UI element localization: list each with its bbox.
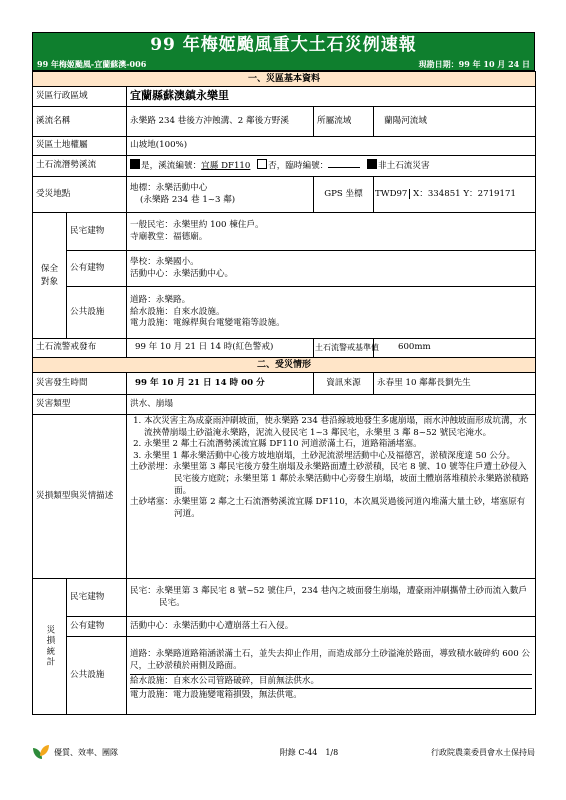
loss-label: 災損統計 [33,579,67,715]
loss-fac-road: 道路：永樂路道路箱涵淤滿土石，並失去抑止作用，而造成部分土砂溢淹於路面，導致積水破碎約 600 公尺，土砂淤積於兩側及路面。 [130,649,532,674]
debris-non-checkbox[interactable] [367,159,377,169]
fac-line3: 電力設施：電線桿與台電變電箱等設施。 [130,318,285,329]
basin-label: 所屬流域 [314,107,374,137]
fac-label: 公共設施 [67,287,127,339]
debris-options [127,156,536,177]
location-value [127,177,314,213]
pub-line2: 活動中心：永樂活動中心。 [130,268,234,279]
type-value: 洪水、崩塌 [127,395,536,415]
desc-item: 1. 本次災害主為成豪雨沖刷坡面，使永樂路 234 巷沿線坡地發生多處崩塌，雨水沖蝕坡面形成坑溝，水流挾帶崩塌土砂溢淹永樂路，泥流入侵民宅 1~3 鄰民宅，永樂里 3 鄰 8~52 號民宅淹水。 [144,416,532,439]
debris-non-label: 非土石流災害 [378,161,430,172]
report-code: 99 年梅姬颱風-宜蘭蘇澳-006 [37,59,147,69]
pub-line1: 學校：永樂國小。 [130,256,199,267]
debris-yes-checkbox[interactable] [130,159,140,169]
fac-value [127,287,536,339]
footer-page: 附錄 C-44 1/8 [279,747,339,757]
section-damage-title: 二、受災情形 [33,358,536,373]
debris-temp-blank [328,159,360,168]
debris-temp-label: 否，臨時編號： [268,161,329,172]
land-value: 山坡地(100%) [127,137,536,156]
res-label: 民宅建物 [67,213,127,251]
basin-value: 蘭陽河流域 [374,107,536,137]
protect-label-line1: 保全 [40,263,59,274]
section-basic-title: 一、災區基本資料 [33,72,536,87]
loss-pub-label: 公有建物 [67,617,127,637]
desc-item: 3. 永樂里 1 鄰永樂活動中心後方坡地崩塌，土砂泥流淤埋活動中心及福德宮，淤積深度達 50 公分。 [144,451,532,463]
desc-list [130,416,532,462]
gps-label: GPS 坐標 [314,177,374,213]
debris-label: 土石流潛勢溪流 [33,156,127,177]
fac-line1: 道路：永樂路。 [130,295,191,306]
loss-fac-power: 電力設施：電力設施變電箱損毀，無法供電。 [130,690,302,701]
stream-label: 溪流名稱 [33,107,127,137]
swcb-logo-icon [32,744,50,760]
report-header [32,32,535,71]
source-value: 永春里 10 鄰鄰長劉先生 [374,373,536,395]
source-label: 資訊來源 [314,373,374,395]
type-label: 災害類型 [33,395,127,415]
report-title: 99 年梅姬颱風重大土石災例速報 [150,35,417,55]
footer-agency: 行政院農業委員會水土保持局 [431,747,535,757]
land-label: 災區土地權屬 [33,137,127,156]
protect-label [33,213,67,339]
debris-temp-checkbox[interactable] [257,159,267,169]
admin-label: 災區行政區域 [33,87,127,107]
warn-std-value: 600mm [374,339,536,358]
admin-value: 宜蘭縣蘇澳鎮永樂里 [127,87,536,107]
res-line1: 一般民宅：永樂里約 100 棟住戶。 [130,219,264,230]
gps-system: TWD97 [375,189,410,199]
desc-block: 土砂堵塞：永樂里第 2 鄰之土石流潛勢溪流宜縣 DF110，本次風災過後河道內堆滿大量土砂，堵塞原有河道。 [130,497,526,519]
res-value [127,213,536,251]
pub-label: 公有建物 [67,251,127,287]
time-value: 99 年 10 月 21 日 14 時 00 分 [127,373,314,395]
stream-value: 永樂路 234 巷後方沖蝕溝、2 鄰後方野溪 [127,107,314,137]
loss-fac-water: 給水設施：自來水公司管路破碎，目前無法供水。 [130,675,532,690]
debris-yes-label: 是，溪流編號： [141,161,202,172]
desc-item: 2. 永樂里 2 鄰土石流潛勢溪流宜縣 DF110 河道淤滿土石，道路箱涵堵塞。 [144,439,532,451]
warn-std-label: 土石流警戒基準值 [314,339,374,358]
loss-res-value: 民宅：永樂里第 3 鄰民宅 8 號~52 號住戶，234 巷內之坡面發生崩塌，遭豪雨沖刷攜帶土砂而流入數戶民宅。 [127,579,536,617]
survey-date: 現勘日期：99 年 10 月 24 日 [418,59,530,69]
desc-label: 災損類型與災情描述 [33,415,127,579]
report-table [32,71,536,715]
gps-coords: X：334851 Y：2719171 [413,188,516,199]
loss-pub-value: 活動中心：永樂活動中心遭崩落土石入侵。 [127,617,536,637]
location-address: (永樂路 234 巷 1~3 鄰) [140,194,236,205]
loss-fac-label: 公共設施 [67,637,127,715]
report-page [32,32,535,715]
pub-value [127,251,536,287]
page-footer [32,743,535,761]
debris-stream-code: 宜縣 DF110 [201,161,251,172]
warn-value: 99 年 10 月 21 日 14 時(紅色警戒) [127,339,314,358]
desc-mud: 土砂淤埋：永樂里第 3 鄰民宅後方發生崩塌及永樂路面遭土砂淤積，民宅 8 號、10 號等住戶遭土砂侵入民宅後方庭院；永樂里第 1 鄰於永樂活動中心旁發生崩塌，坡面土體崩落堆積於永樂路淤積路面。 [130,462,529,496]
warn-label: 土石流警戒發布 [33,339,127,358]
res-line2: 寺廟教堂：福德廟。 [130,231,208,242]
footer-slogan: 優質、效率、團隊 [54,747,118,757]
gps-value [374,177,536,213]
loss-res-label: 民宅建物 [67,579,127,617]
location-landmark: 地標：永樂活動中心 [130,182,208,193]
fac-line2: 給水設施：自來水設施。 [130,306,225,317]
protect-label-line2: 對象 [40,276,59,287]
location-label: 受災地點 [33,177,127,213]
time-label: 災害發生時間 [33,373,127,395]
loss-fac-value [127,637,536,715]
desc-value [127,415,536,579]
